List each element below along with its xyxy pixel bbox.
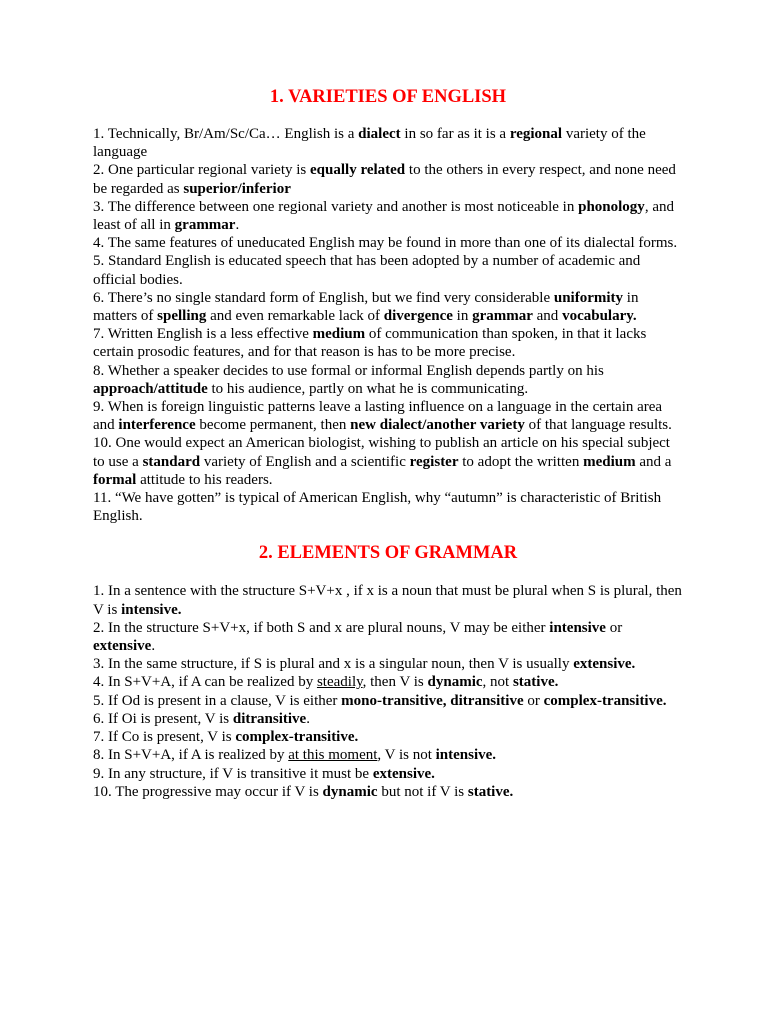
underlined-term: at this moment	[288, 747, 378, 764]
bold-term: phonology	[578, 198, 645, 215]
bold-term: standard	[142, 453, 201, 470]
text-run: 10. The progressive may occur if V is	[93, 783, 323, 800]
bold-term: regional	[509, 126, 563, 142]
list-item	[93, 582, 683, 618]
bold-term: superior/inferior	[183, 180, 291, 197]
text-run: 9. In any structure, if V is transitive it must be	[93, 765, 373, 782]
text-run: 11. “We have gotten” is typical of American English, why “autumn” is characteristic of British English.	[93, 490, 662, 525]
text-run: and	[532, 308, 563, 325]
text-run: 3. In the same structure, if S is plural and x is a singular noun, then V is usually	[93, 656, 574, 673]
bold-term: mono-transitive, ditransitive	[341, 692, 524, 709]
text-run: 6. If Oi is present, V is	[93, 710, 233, 727]
text-run: 4. In S+V+A, if A can be realized by	[93, 674, 317, 691]
list-item	[93, 619, 683, 655]
text-run: 1. Technically, Br/Am/Sc/Ca… English is a	[93, 126, 359, 142]
list-item	[93, 125, 683, 161]
bold-term: intensive.	[435, 747, 497, 764]
text-run: 3. The difference between one regional variety and another is most noticeable in	[93, 198, 579, 215]
list-item	[93, 655, 683, 673]
bold-term: complex-transitive.	[235, 729, 359, 746]
list-item	[93, 434, 683, 489]
list-item	[93, 252, 683, 288]
text-run: 5. Standard English is educated speech that has been adopted by a number of academic and official bodies.	[93, 253, 641, 288]
list-item	[93, 161, 683, 197]
text-run: , not	[482, 674, 513, 691]
text-run: .	[235, 217, 240, 234]
bold-term: grammar	[472, 308, 533, 325]
text-run: 2. One particular regional variety is	[93, 162, 311, 179]
bold-term: intensive	[549, 619, 606, 636]
bold-term: new dialect/another variety	[350, 417, 525, 434]
text-run: of that language results.	[524, 417, 672, 434]
bold-term: ditransitive	[232, 710, 307, 727]
bold-term: register	[409, 453, 459, 470]
text-run: or	[605, 619, 623, 636]
list-item	[93, 234, 683, 252]
text-run: or	[523, 692, 544, 709]
list-item	[93, 673, 683, 691]
text-run: 2. In the structure S+V+x, if both S and x are plural nouns, V may be either	[93, 619, 550, 636]
list-item	[93, 489, 683, 525]
text-run: 9. When is foreign linguistic patterns leave a lasting influence on a language in the certain area and	[93, 399, 663, 434]
section-title-grammar: 2. ELEMENTS OF GRAMMAR	[258, 543, 518, 564]
list-item	[93, 710, 683, 728]
text-run: variety of the language	[93, 126, 646, 161]
text-run: 8. Whether a speaker decides to use formal or informal English depends partly on his	[93, 362, 604, 379]
bold-term: divergence	[383, 308, 453, 325]
bold-term: grammar	[174, 217, 236, 234]
text-run: .	[306, 710, 310, 727]
text-run: .	[151, 638, 156, 655]
text-run: but not if V is	[377, 783, 468, 800]
text-run: in matters of	[93, 289, 639, 325]
bold-term: intensive.	[121, 601, 182, 618]
text-run: 10. One would expect an American biologist, wishing to publish an article on his special subject to use a	[93, 435, 670, 470]
text-run: and a	[635, 453, 672, 470]
varieties-list	[93, 125, 683, 525]
bold-term: interference	[118, 417, 196, 434]
text-run: to the others in every respect, and none need be regarded as	[93, 162, 676, 197]
text-run: 8. In S+V+A, if A is realized by	[93, 747, 289, 764]
text-run: to adopt the written	[458, 453, 584, 470]
list-item	[93, 765, 683, 783]
bold-term: medium	[583, 453, 636, 470]
bold-term: extensive	[93, 638, 152, 655]
text-run: 7. Written English is a less effective	[93, 326, 313, 343]
list-item	[93, 692, 683, 710]
bold-term: stative.	[512, 674, 559, 691]
text-run: of communication than spoken, in that it lacks certain prosodic features, and for that reason is has to be more precise.	[93, 326, 647, 361]
text-run: variety of English and a scientific	[200, 453, 410, 470]
text-run: in so far as it is a	[400, 126, 510, 142]
list-item	[93, 728, 683, 746]
list-item	[93, 783, 683, 801]
text-run: to his audience, partly on what he is communicating.	[207, 380, 529, 397]
text-run: in	[452, 308, 473, 325]
underlined-term: steadily	[316, 674, 363, 691]
text-run: , and least of all in	[93, 198, 674, 234]
bold-term: extensive.	[573, 656, 636, 673]
text-run: 4. The same features of uneducated English may be found in more than one of its dialectal forms.	[93, 235, 678, 252]
bold-term: formal	[93, 471, 137, 488]
bold-term: medium	[312, 326, 366, 343]
bold-term: dynamic	[427, 674, 483, 691]
text-run: 6. There’s no single standard form of English, but we find very considerable	[93, 289, 554, 306]
bold-term: extensive.	[372, 765, 435, 782]
bold-term: vocabulary.	[562, 308, 637, 325]
list-item	[93, 198, 683, 234]
text-run: , then V is	[362, 674, 428, 691]
list-item	[93, 746, 683, 764]
text-run: 7. If Co is present, V is	[93, 729, 236, 746]
text-run: , V is not	[377, 747, 436, 764]
bold-term: uniformity	[553, 289, 624, 306]
bold-term: spelling	[157, 308, 207, 325]
bold-term: dialect	[358, 126, 401, 142]
text-run: 5. If Od is present in a clause, V is either	[93, 692, 342, 709]
bold-term: equally related	[310, 162, 406, 179]
grammar-list	[93, 582, 683, 800]
text-run: and even remarkable lack of	[206, 308, 384, 325]
list-item	[93, 325, 683, 361]
text-run: become permanent, then	[195, 417, 351, 434]
list-item	[93, 362, 683, 398]
bold-term: dynamic	[322, 783, 378, 800]
bold-term: stative.	[467, 783, 514, 800]
document-page	[93, 86, 683, 801]
list-item	[93, 289, 683, 325]
list-item	[93, 398, 683, 434]
text-run: attitude to his readers.	[136, 471, 273, 488]
bold-term: complex-transitive.	[543, 692, 667, 709]
bold-term: approach/attitude	[93, 380, 208, 397]
section-title-varieties: 1. VARIETIES OF ENGLISH	[269, 87, 507, 107]
text-run: 1. In a sentence with the structure S+V+x , if x is a noun that must be plural when S is plural, then V is	[93, 583, 682, 618]
